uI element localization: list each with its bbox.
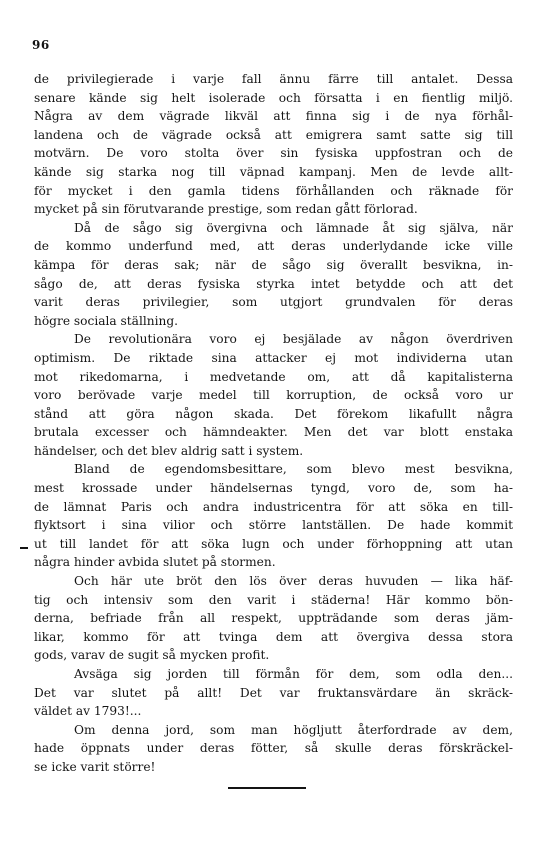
- body-text: [34, 70, 513, 777]
- text-line: voro berövade varje medel till korruption, de också voro ur: [34, 388, 513, 403]
- text-line: optimism. De riktade sina attacker ej mot individerna utan: [34, 350, 513, 365]
- margin-mark: [20, 547, 28, 549]
- text-line: de privilegierade i varje fall ännu färre till antalet. Dessa: [34, 72, 513, 86]
- text-line: för mycket i den gamla tidens förhållanden och räknade för: [34, 183, 513, 198]
- text-line: senare kände sig helt isolerade och försatta i en fientlig miljö.: [34, 90, 513, 105]
- text-line: högre sociala ställning.: [34, 313, 179, 328]
- text-line: Bland de egendomsbesittare, som blevo mest besvikna,: [74, 462, 513, 477]
- text-line: Om denna jord, som man högljutt återfordrade av dem,: [74, 722, 513, 737]
- text-line: likar, kommo för att tvinga dem att övergiva dessa stora: [34, 629, 513, 644]
- text-line: väldet av 1793!...: [34, 704, 142, 719]
- page-number: 96: [32, 38, 50, 52]
- text-line: några hinder avbida slutet på stormen.: [34, 555, 276, 570]
- text-line: kände sig starka nog till väpnad kampanj. Men de levde allt-: [34, 164, 513, 179]
- text-line: flyktsort i sina vilior och större lantställen. De hade kommit: [34, 518, 513, 533]
- text-line: De revolutionära voro ej besjälade av någon överdriven: [74, 332, 513, 347]
- text-line: de lämnat Paris och andra industricentra för att söka en till-: [34, 499, 513, 514]
- text-line: ut till landet för att söka lugn och under förhoppning att utan: [34, 536, 513, 551]
- text-line: kämpa för deras sak; när de sågo sig överallt besvikna, in-: [34, 257, 513, 272]
- text-line: motvärn. De voro stolta över sin fysiska uppfostran och de: [34, 146, 513, 161]
- text-line: Några av dem vägrade likväl att finna sig i de nya förhål-: [34, 109, 513, 124]
- text-line: mest krossade under händelsernas tyngd, voro de, som ha-: [34, 481, 513, 496]
- text-line: sågo de, att deras fysiska styrka intet betydde och att det: [34, 276, 513, 291]
- text-line: händelser, och det blev aldrig satt i system.: [34, 443, 304, 458]
- text-line: brutala excesser och hämndeakter. Men det var blott enstaka: [34, 425, 513, 440]
- text-line: tig och intensiv som den varit i städerna! Här kommo bön-: [34, 592, 513, 607]
- text-line: mycket på sin förutvarande prestige, som redan gått förlorad.: [34, 202, 418, 217]
- text-line: hade öppnats under deras fötter, så skulle deras förskräckel-: [34, 741, 513, 756]
- text-line: Det var slutet på allt! Det var fruktansvärdare än skräck-: [34, 685, 513, 700]
- text-line: Då de sågo sig övergivna och lämnade åt sig själva, när: [74, 220, 513, 235]
- section-rule: [228, 787, 306, 789]
- text-line: de kommo underfund med, att deras underlydande icke ville: [34, 239, 513, 254]
- text-line: Och här ute bröt den lös över deras huvuden — lika häf-: [74, 574, 513, 589]
- text-line: mot rikedomarna, i medvetande om, att då kapitalisterna: [34, 369, 513, 384]
- text-line: gods, varav de sugit så mycken profit.: [34, 648, 270, 663]
- text-line: landena och de vägrade också att emigrera samt satte sig till: [34, 127, 513, 142]
- text-line: derna, befriade från all respekt, uppträdande som deras jäm-: [34, 611, 513, 626]
- text-line: se icke varit större!: [34, 759, 156, 774]
- text-line: varit deras privilegier, som utgjort grundvalen för deras: [34, 295, 513, 310]
- text-line: Avsäga sig jorden till förmån för dem, som odla den...: [74, 667, 513, 681]
- text-line: stånd att göra någon skada. Det förekom likafullt några: [34, 406, 513, 421]
